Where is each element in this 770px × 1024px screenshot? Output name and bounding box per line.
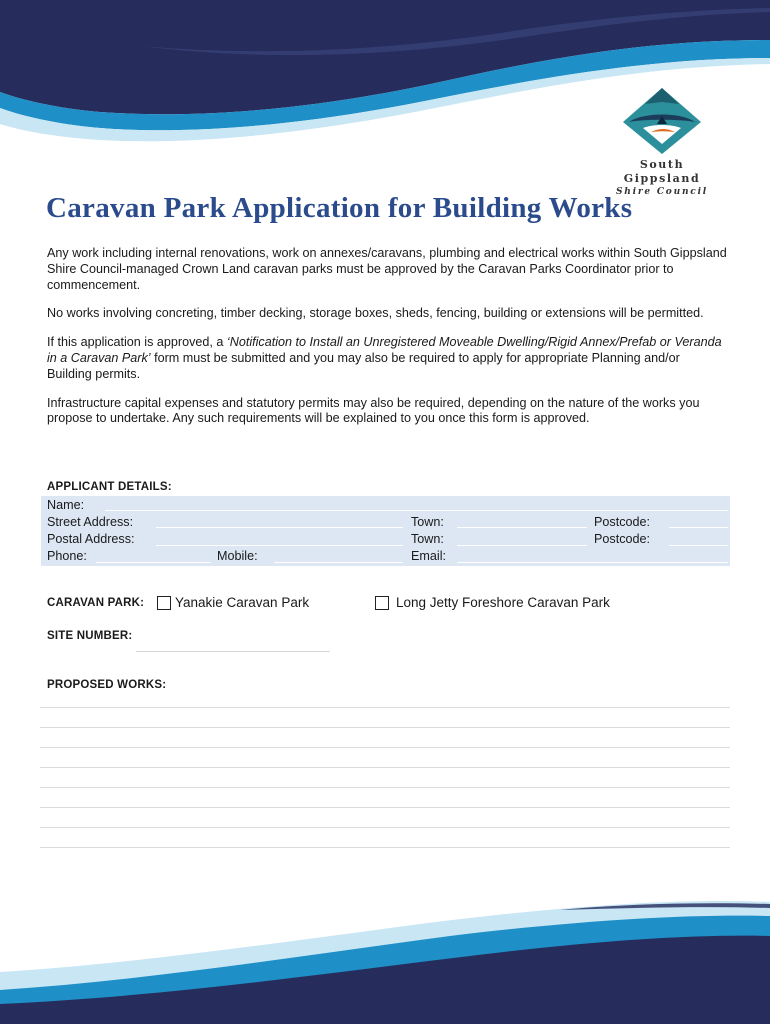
council-emblem-icon [621,86,703,156]
proposed-works-line[interactable] [40,827,730,828]
postal-address-label: Postal Address: [47,532,135,546]
applicant-details-form [41,496,730,566]
intro-paragraph-1: Any work including internal renovations, work on annexes/caravans, plumbing and electrical works within South Gippsland Shire Council-managed Crown Land caravan parks must be approved by the Caravan Parks Coordinator prior to commencement. [47,246,727,292]
intro-paragraph-2: No works involving concreting, timber decking, storage boxes, sheds, fencing, building or extensions will be permitted. [47,306,704,321]
proposed-works-line[interactable] [40,787,730,788]
page-title: Caravan Park Application for Building Works [46,192,633,224]
yanakie-option-label: Yanakie Caravan Park [175,595,310,610]
postcode-2-label: Postcode: [594,532,651,546]
town-field[interactable] [457,527,587,528]
email-label: Email: [411,549,446,563]
long-jetty-option-label: Long Jetty Foreshore Caravan Park [396,595,610,610]
applicant-details-heading: APPLICANT DETAILS: [47,481,172,493]
town-label: Town: [411,515,444,529]
name-label: Name: [47,498,85,512]
council-logo [600,86,724,197]
proposed-works-heading: PROPOSED WORKS: [47,679,167,691]
intro-paragraph-3 [47,335,727,382]
street-address-label: Street Address: [47,515,134,529]
site-number-heading: SITE NUMBER: [47,630,133,642]
postal-address-field[interactable] [156,545,403,546]
footer-wave-banner [0,880,770,1024]
intro-p3-tail: form must be submitted and you may also be required to apply for appropriate Planning and/or Building permits. [47,350,680,381]
town-2-field[interactable] [457,545,587,546]
mobile-field[interactable] [274,562,403,563]
town-2-label: Town: [411,532,444,546]
proposed-works-line[interactable] [40,847,730,848]
postcode-label: Postcode: [594,515,651,529]
postcode-field[interactable] [669,527,728,528]
intro-text [47,246,727,440]
site-number-field[interactable] [136,651,330,652]
phone-field[interactable] [96,562,211,563]
intro-p3-lead: If this application is approved, a [47,335,227,350]
proposed-works-line[interactable] [40,767,730,768]
email-field[interactable] [457,562,728,563]
intro-paragraph-4: Infrastructure capital expenses and statutory permits may also be required, depending on the nature of the works you propose to undertake. Any such requirements will be explained to you once this form is approved. [47,395,700,426]
postcode-2-field[interactable] [669,545,728,546]
proposed-works-line[interactable] [40,707,730,708]
mobile-label: Mobile: [217,549,258,563]
council-logo-subtitle: Shire Council [615,187,709,197]
caravan-park-heading: CARAVAN PARK: [47,597,145,609]
notification-form-name: ‘Notification to Install an Unregistered Moveable Dwelling/Rigid Annex/Prefab or Veranda in a Caravan Park’ [47,335,722,365]
phone-label: Phone: [47,549,87,563]
proposed-works-line[interactable] [40,727,730,728]
proposed-works-line[interactable] [40,747,730,748]
street-address-field[interactable] [156,527,403,528]
long-jetty-checkbox[interactable] [375,596,389,610]
yanakie-checkbox[interactable] [157,596,171,610]
name-field[interactable] [105,510,728,511]
council-logo-name: South Gippsland [623,158,701,185]
proposed-works-line[interactable] [40,807,730,808]
